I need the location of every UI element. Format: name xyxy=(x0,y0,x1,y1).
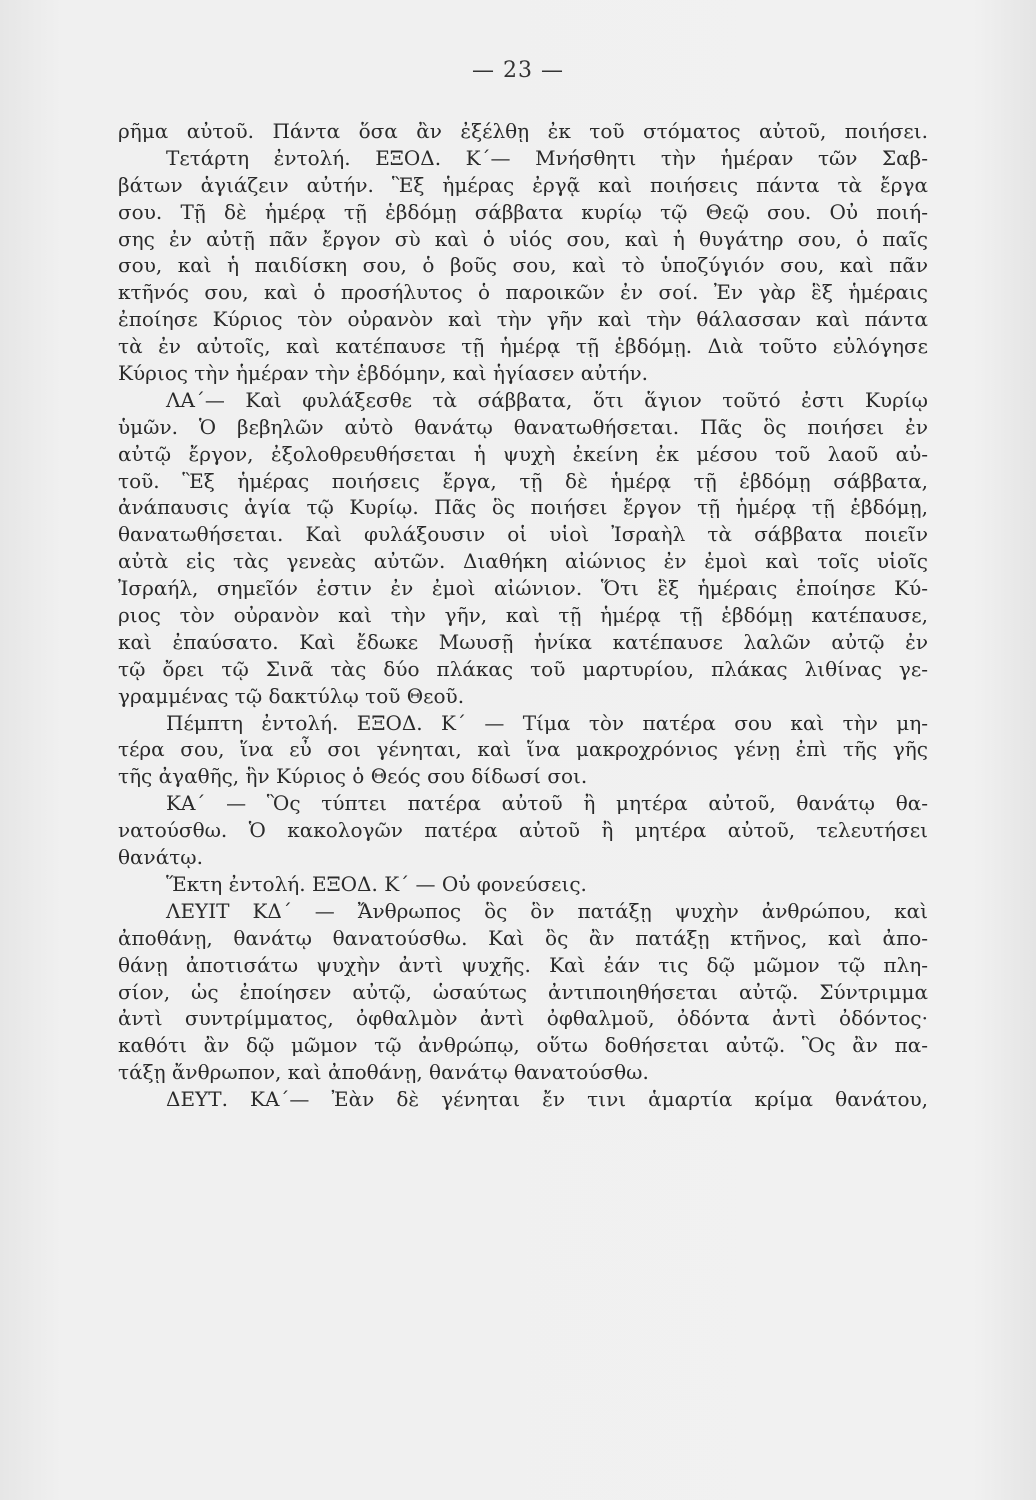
text-line: Πέμπτη ἐντολή. ΕΞΟΔ. Κ΄ — Τίμα τὸν πατέρα σου καὶ τὴν μη- xyxy=(166,710,928,735)
text-line: ριος τὸν οὐρανὸν καὶ τὴν γῆν, καὶ τῇ ἡμέρᾳ τῇ ἑβδόμῃ κατέπαυσε, xyxy=(118,603,928,628)
text-line: θανατωθήσεται. Καὶ φυλάξουσιν οἱ υἱοὶ Ἰσραὴλ τὰ σάββατα ποιεῖν xyxy=(118,522,928,547)
body-text xyxy=(118,118,928,1113)
text-line: Τετάρτη ἐντολή. ΕΞΟΔ. Κ΄— Μνήσθητι τὴν ἡμέραν τῶν Σαβ- xyxy=(166,145,928,170)
text-line: καὶ ἐπαύσατο. Καὶ ἔδωκε Μωυσῇ ἡνίκα κατέπαυσε λαλῶν αὐτῷ ἐν xyxy=(118,629,928,654)
text-line: ἀνάπαυσις ἁγία τῷ Κυρίῳ. Πᾶς ὃς ποιήσει ἔργον τῇ ἡμέρᾳ τῇ ἑβδόμῃ, xyxy=(118,495,928,520)
text-line: θανάτῳ. xyxy=(118,845,203,870)
text-line: καθότι ἂν δῷ μῶμον τῷ ἀνθρώπῳ, οὕτω δοθήσεται αὐτῷ. Ὃς ἂν πα- xyxy=(118,1033,928,1058)
text-line: βάτων ἁγιάζειν αὐτήν. Ἓξ ἡμέρας ἐργᾷ καὶ ποιήσεις πάντα τὰ ἔργα xyxy=(118,172,928,197)
text-line: ἀντὶ συντρίμματος, ὀφθαλμὸν ἀντὶ ὀφθαλμοῦ, ὀδόντα ἀντὶ ὀδόντος· xyxy=(118,1006,928,1031)
text-line: θάνῃ ἀποτισάτω ψυχὴν ἀντὶ ψυχῆς. Καὶ ἐάν τις δῷ μῶμον τῷ πλη- xyxy=(118,952,928,977)
text-line: τῆς ἀγαθῆς, ἣν Κύριος ὁ Θεός σου δίδωσί σοι. xyxy=(118,764,588,789)
text-line: ἀποθάνῃ, θανάτῳ θανατούσθω. Καὶ ὃς ἂν πατάξῃ κτῆνος, καὶ ἀπο- xyxy=(118,925,928,950)
text-line: ὑμῶν. Ὁ βεβηλῶν αὐτὸ θανάτῳ θανατωθήσεται. Πᾶς ὃς ποιήσει ἐν xyxy=(118,414,928,439)
text-line: τὰ ἐν αὐτοῖς, καὶ κατέπαυσε τῇ ἡμέρᾳ τῇ ἑβδόμῃ. Διὰ τοῦτο εὐλόγησε xyxy=(118,334,928,359)
text-line: ΛΑ΄— Καὶ φυλάξεσθε τὰ σάββατα, ὅτι ἅγιον τοῦτό ἐστι Κυρίῳ xyxy=(166,387,928,412)
text-line: Ἰσραήλ, σημεῖόν ἐστιν ἐν ἐμοὶ αἰώνιον. Ὅτι ἓξ ἡμέραις ἐποίησε Κύ- xyxy=(118,576,928,601)
text-line: τάξῃ ἄνθρωπον, καὶ ἀποθάνῃ, θανάτῳ θανατούσθω. xyxy=(118,1060,649,1085)
text-line: τῷ ὄρει τῷ Σινᾶ τὰς δύο πλάκας τοῦ μαρτυρίου, πλάκας λιθίνας γε- xyxy=(118,656,928,681)
text-line: ΛΕΥΙΤ ΚΔ΄ — Ἄνθρωπος ὃς ὃν πατάξῃ ψυχὴν ἀνθρώπου, καὶ xyxy=(166,898,928,923)
text-line: νατούσθω. Ὁ κακολογῶν πατέρα αὐτοῦ ἢ μητέρα αὐτοῦ, τελευτήσει xyxy=(118,818,928,843)
text-line: ἐποίησε Κύριος τὸν οὐρανὸν καὶ τὴν γῆν καὶ τὴν θάλασσαν καὶ πάντα xyxy=(118,307,928,332)
text-line: ΚΑ΄ — Ὃς τύπτει πατέρα αὐτοῦ ἢ μητέρα αὐτοῦ, θανάτῳ θα- xyxy=(166,791,928,816)
text-line: σου. Τῇ δὲ ἡμέρᾳ τῇ ἑβδόμῃ σάββατα κυρίῳ τῷ Θεῷ σου. Οὐ ποιή- xyxy=(118,199,928,224)
text-line: Ἕκτη ἐντολή. ΕΞΟΔ. Κ΄ — Οὐ φονεύσεις. xyxy=(166,871,587,896)
text-line: ΔΕΥΤ. ΚΑ΄— Ἐὰν δὲ γένηται ἔν τινι ἁμαρτία κρίμα θανάτου, xyxy=(166,1087,928,1112)
text-line: σης ἐν αὐτῇ πᾶν ἔργον σὺ καὶ ὁ υἱός σου, καὶ ἡ θυγάτηρ σου, ὁ παῖς xyxy=(118,226,928,251)
text-line: γραμμένας τῷ δακτύλῳ τοῦ Θεοῦ. xyxy=(118,683,465,708)
text-line: σου, καὶ ἡ παιδίσκη σου, ὁ βοῦς σου, καὶ τὸ ὑποζύγιόν σου, καὶ πᾶν xyxy=(118,253,928,278)
text-line: αὐτὰ εἰς τὰς γενεὰς αὐτῶν. Διαθήκη αἰώνιος ἐν ἐμοὶ καὶ τοῖς υἱοῖς xyxy=(118,549,928,574)
text-line: αὐτῷ ἔργον, ἐξολοθρευθήσεται ἡ ψυχὴ ἐκείνη ἐκ μέσου τοῦ λαοῦ αὐ- xyxy=(118,441,928,466)
text-line: τοῦ. Ἓξ ἡμέρας ποιήσεις ἔργα, τῇ δὲ ἡμέρᾳ τῇ ἑβδόμῃ σάββατα, xyxy=(118,468,928,493)
text-line: τέρα σου, ἵνα εὖ σοι γένηται, καὶ ἵνα μακροχρόνιος γένῃ ἐπὶ τῆς γῆς xyxy=(118,737,928,762)
text-line: Κύριος τὴν ἡμέραν τὴν ἑβδόμην, καὶ ἡγίασεν αὐτήν. xyxy=(118,361,649,386)
page-number: — 23 — xyxy=(472,58,564,83)
text-line: ρῆμα αὐτοῦ. Πάντα ὅσα ἂν ἐξέλθῃ ἐκ τοῦ στόματος αὐτοῦ, ποιήσει. xyxy=(118,119,928,143)
text-line: κτῆνός σου, καὶ ὁ προσήλυτος ὁ παροικῶν ἐν σοί. Ἐν γὰρ ἓξ ἡμέραις xyxy=(118,280,928,305)
text-line: σίον, ὡς ἐποίησεν αὐτῷ, ὡσαύτως ἀντιποιηθήσεται αὐτῷ. Σύντριμμα xyxy=(118,979,928,1004)
